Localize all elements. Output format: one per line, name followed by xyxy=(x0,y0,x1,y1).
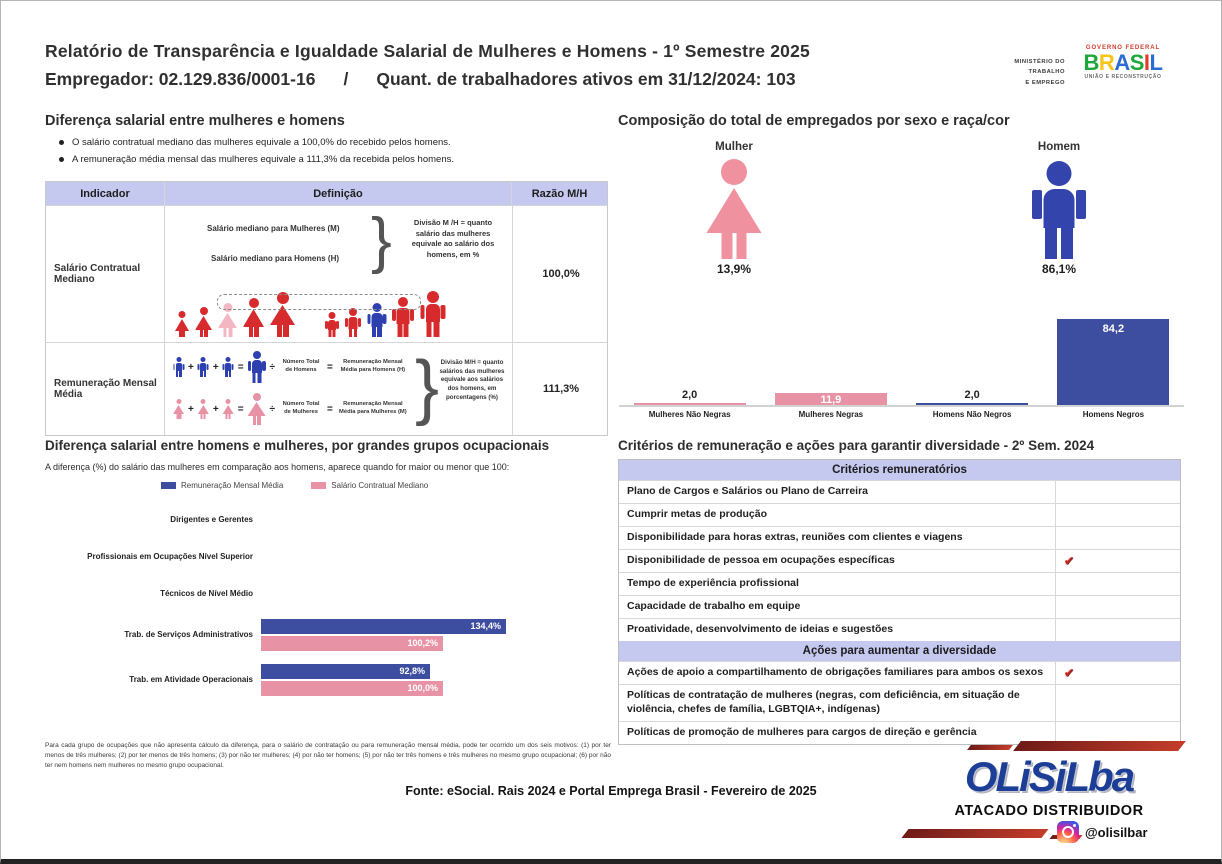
operator-glyph: = xyxy=(237,403,244,415)
male-figure-icon xyxy=(345,308,361,337)
brasil-letter: I xyxy=(1143,50,1150,75)
female-figure-icon xyxy=(175,311,189,337)
ratio-cell: 111,3% xyxy=(512,343,609,435)
table-row xyxy=(46,342,607,435)
swoosh-decoration xyxy=(967,745,1013,750)
criteria-check-cell xyxy=(1055,573,1180,595)
bullet-item: A remuneração média mensal das mulheres equivale a 111,3% da recebida pelos homens. xyxy=(59,154,454,165)
brand-name: OLiSiLba xyxy=(964,753,1134,800)
bar-value-label: 11,9 xyxy=(820,394,842,406)
ministry-line: TRABALHO xyxy=(1028,69,1065,76)
formula-divisor: Número Total de Homens xyxy=(282,359,320,373)
page-title: Relatório de Transparência e Igualdade Salarial de Mulheres e Homens - 1º Semestre 2025 xyxy=(45,41,810,61)
male-figure-icon xyxy=(173,357,184,377)
bar-slot xyxy=(1043,317,1184,405)
operator-glyph: = xyxy=(237,361,244,373)
ministry-line: MINISTÉRIO DO xyxy=(1014,59,1065,65)
criteria-check-cell xyxy=(1055,504,1180,526)
male-figure-icon xyxy=(984,157,1134,259)
check-icon: ✔ xyxy=(1064,554,1075,568)
male-figure-icon xyxy=(325,312,339,337)
brasil-letter: B xyxy=(1083,50,1099,75)
bar xyxy=(261,636,443,651)
operator-glyph: + xyxy=(188,361,194,373)
separator: / xyxy=(343,69,349,89)
check-icon: ✔ xyxy=(1064,666,1075,680)
table-row xyxy=(619,595,1180,618)
criteria-label: Cumprir metas de produção xyxy=(627,508,768,521)
brace-glyph: } xyxy=(371,206,392,275)
formula-divisor: Número Total de Mulheres xyxy=(282,401,320,415)
criteria-check-cell xyxy=(1055,550,1180,572)
bar-group xyxy=(261,664,443,696)
criteria-label: Disponibilidade de pessoa em ocupações específicas xyxy=(627,554,895,567)
brand-logo xyxy=(899,741,1199,859)
legend-item xyxy=(161,481,283,490)
definition-note: Divisão M /H = quanto salário das mulheres equivale ao salário dos homens, em % xyxy=(411,218,495,259)
male-figure-icon xyxy=(420,291,445,337)
bar xyxy=(634,403,746,405)
bar xyxy=(261,681,443,696)
operator-glyph: + xyxy=(188,403,194,415)
male-figure-icon xyxy=(223,357,234,377)
table-row xyxy=(619,526,1180,549)
female-label: Mulher xyxy=(715,141,753,153)
chart-row xyxy=(45,612,607,657)
occupational-subtitle: A diferença (%) do salário das mulheres em comparação aos homens, aparece quando for maior ou menor que 100: xyxy=(45,462,510,472)
brand-tagline: ATACADO DISTRIBUIDOR xyxy=(954,803,1144,819)
criteria-label: Políticas de contratação de mulheres (negras, com deficiência, em situação de violência, chefes de família, LGBTQIA+, indígenas) xyxy=(627,689,1020,715)
brasil-letter: R xyxy=(1098,50,1115,75)
chart-row xyxy=(45,575,607,612)
bar-value-label: 84,2 xyxy=(1102,323,1125,335)
table-row xyxy=(619,480,1180,503)
criteria-label: Capacidade de trabalho em equipe xyxy=(627,600,801,613)
indicator-cell: Salário Contratual Mediano xyxy=(54,263,141,285)
criteria-section-header: Critérios remuneratórios xyxy=(619,460,1180,480)
category-label: Trab. de Serviços Administrativos xyxy=(124,629,253,639)
bar-group xyxy=(261,619,506,651)
ratio-cell: 100,0% xyxy=(512,206,609,342)
definition-cell xyxy=(164,343,512,435)
ministry-logo xyxy=(989,57,1065,88)
criteria-check-cell xyxy=(1055,527,1180,549)
brasil-letter: L xyxy=(1149,50,1163,75)
occupational-bar-chart xyxy=(45,501,607,702)
category-label: Técnicos de Nível Médio xyxy=(160,588,253,598)
criteria-check-cell xyxy=(1055,662,1180,684)
female-figure-icon xyxy=(248,393,266,425)
operator-glyph: + xyxy=(212,361,219,373)
ministry-line: E EMPREGO xyxy=(1025,79,1065,86)
legend-swatch xyxy=(311,482,326,489)
criteria-label: Plano de Cargos e Salários ou Plano de Carreira xyxy=(627,485,868,498)
instagram-handle: @olisilbar xyxy=(1085,824,1148,840)
source-footer: Fonte: eSocial. Rais 2024 e Portal Emprega Brasil - Fevereiro de 2025 xyxy=(405,784,817,798)
gov-brasil-logo xyxy=(1073,45,1173,80)
criteria-section-header: Ações para aumentar a diversidade xyxy=(619,641,1180,661)
category-label: Homens Negros xyxy=(1082,410,1145,419)
criteria-table xyxy=(618,459,1181,745)
female-summary xyxy=(659,141,809,276)
instagram-icon xyxy=(1057,821,1079,843)
category-label: Profissionais em Ocupações Nível Superior xyxy=(87,551,253,561)
criteria-check-cell xyxy=(1055,481,1180,503)
men-average-formula xyxy=(173,351,409,383)
criteria-title: Critérios de remuneração e ações para garantir diversidade - 2º Sem. 2024 xyxy=(618,438,1095,453)
bar-value-label: 100,2% xyxy=(407,638,438,648)
column-header: Indicador xyxy=(80,187,130,200)
people-size-diagram xyxy=(175,289,445,337)
gov-federal-label: GOVERNO FEDERAL xyxy=(1085,45,1161,51)
female-figure-icon xyxy=(659,157,809,259)
criteria-label: Tempo de experiência profissional xyxy=(627,577,799,590)
pay-gap-title: Diferença salarial entre mulheres e homens xyxy=(45,113,345,129)
table-row xyxy=(619,572,1180,595)
table-row xyxy=(46,205,607,342)
swoosh-decoration xyxy=(901,829,1048,838)
operator-glyph: = xyxy=(327,361,333,373)
table-row xyxy=(619,684,1180,721)
table-row xyxy=(619,618,1180,641)
bar-slot xyxy=(619,317,760,405)
male-figure-icon xyxy=(1032,161,1086,259)
table-row xyxy=(619,661,1180,684)
bar-value-label: 100,0% xyxy=(407,683,438,693)
composition-category-labels xyxy=(619,410,1184,419)
bar-value-label: 134,4% xyxy=(470,621,501,631)
pay-gap-table xyxy=(45,181,608,436)
definition-line: Salário mediano para Homens (H) xyxy=(211,254,340,263)
criteria-label: Políticas de promoção de mulheres para cargos de direção e gerência xyxy=(627,726,977,739)
column-header: Definição xyxy=(164,182,511,205)
employer-id: Empregador: 02.129.836/0001-16 xyxy=(45,69,316,89)
bar xyxy=(261,664,430,679)
occupational-title: Diferença salarial entre homens e mulheres, por grandes grupos ocupacionais xyxy=(45,438,550,453)
criteria-check-cell xyxy=(1055,596,1180,618)
male-percentage: 86,1% xyxy=(1041,262,1077,276)
chart-row xyxy=(45,501,607,538)
operator-glyph: ÷ xyxy=(269,403,276,415)
definition-note: Divisão M/H = quanto salários das mulheres equivale aos salários dos homens, em porcentagens (%) xyxy=(439,359,505,401)
legend-label: Remuneração Mensal Média xyxy=(181,481,284,490)
legend-item xyxy=(311,481,428,490)
brasil-wordmark xyxy=(1073,51,1173,74)
definition-cell xyxy=(164,206,512,342)
formula-result: Remuneração Mensal Média para Homens (H) xyxy=(340,359,406,373)
male-label: Homem xyxy=(1037,141,1081,153)
pay-gap-bullets xyxy=(59,137,454,171)
column-header: Razão M/H xyxy=(511,182,607,205)
operator-glyph: + xyxy=(212,403,219,415)
category-label: Mulheres Não Negras xyxy=(648,410,731,419)
table-header-row xyxy=(46,182,607,205)
bullet-item: O salário contratual mediano das mulheres equivale a 100,0% do recebido pelos homens. xyxy=(59,137,454,148)
male-summary xyxy=(984,141,1134,276)
operator-glyph: = xyxy=(327,403,333,415)
swoosh-decoration xyxy=(1013,741,1186,751)
criteria-label: Proatividade, desenvolvimento de ideias e sugestões xyxy=(627,623,894,636)
category-label: Homens Não Negros xyxy=(932,410,1012,419)
criteria-check-cell xyxy=(1055,619,1180,641)
female-percentage: 13,9% xyxy=(716,262,752,276)
female-figure-icon xyxy=(707,159,762,259)
bar-value-label: 92,8% xyxy=(399,666,425,676)
operator-glyph: ÷ xyxy=(269,361,276,373)
brasil-letter: A xyxy=(1114,50,1130,75)
legend-label: Salário Contratual Mediano xyxy=(331,481,429,490)
women-average-formula xyxy=(173,393,409,425)
bar xyxy=(261,619,506,634)
male-figure-icon xyxy=(248,351,266,383)
employer-line xyxy=(45,69,796,90)
chart-row xyxy=(45,538,607,575)
formula-result: Remuneração Mensal Média para Mulheres (M) xyxy=(339,401,407,415)
female-figure-icon xyxy=(223,399,234,419)
bar-slot xyxy=(760,317,901,405)
table-row xyxy=(619,549,1180,572)
criteria-label: Ações de apoio a compartilhamento de obrigações familiares para ambos os sexos xyxy=(627,666,1044,679)
criteria-check-cell xyxy=(1055,685,1180,721)
chart-legend xyxy=(161,481,428,490)
active-workers-count: Quant. de trabalhadores ativos em 31/12/2024: 103 xyxy=(376,69,796,89)
brasil-letter: S xyxy=(1129,50,1144,75)
definition-line: Salário mediano para Mulheres (M) xyxy=(207,224,340,233)
instagram-row xyxy=(1057,821,1148,843)
category-label: Trab. em Atividade Operacionais xyxy=(129,674,253,684)
legend-swatch xyxy=(161,482,176,489)
median-highlight-box xyxy=(217,294,421,310)
criteria-label: Disponibilidade para horas extras, reuniões com clientes e viagens xyxy=(627,531,963,544)
female-figure-icon xyxy=(198,399,209,419)
bar-slot xyxy=(902,317,1043,405)
male-figure-icon xyxy=(198,357,209,377)
bar-value-label: 2,0 xyxy=(681,389,698,401)
composition-title: Composição do total de empregados por sexo e raça/cor xyxy=(618,113,1010,129)
brace-glyph: } xyxy=(415,347,440,427)
composition-bar-chart xyxy=(619,317,1184,407)
gov-slogan: UNIÃO E RECONSTRUÇÃO xyxy=(1084,74,1162,81)
category-label: Dirigentes e Gerentes xyxy=(170,514,253,524)
table-row xyxy=(619,503,1180,526)
bar-value-label: 2,0 xyxy=(964,389,980,401)
female-figure-icon xyxy=(173,399,184,419)
bar xyxy=(916,403,1028,405)
female-figure-icon xyxy=(195,307,212,337)
footnote: Para cada grupo de ocupações que não apresenta cálculo da diferença, para o salário de contratação ou para remuneração mensal média, pode ter ocorrido um dos seis motivos: (1) por ter menos de três mulheres; (2) por ter menos de três homens; (3) por não ter mulheres; (4) por não ter homens; (5) por não ter três homens e três mulheres no mesmo grupo ocupacional; (6) por não ter nem homens nem mulheres no mesmo grupo ocupacional. xyxy=(45,742,611,770)
chart-row xyxy=(45,657,607,702)
category-label: Mulheres Negras xyxy=(798,410,864,419)
indicator-cell: Remuneração Mensal Média xyxy=(54,378,157,400)
